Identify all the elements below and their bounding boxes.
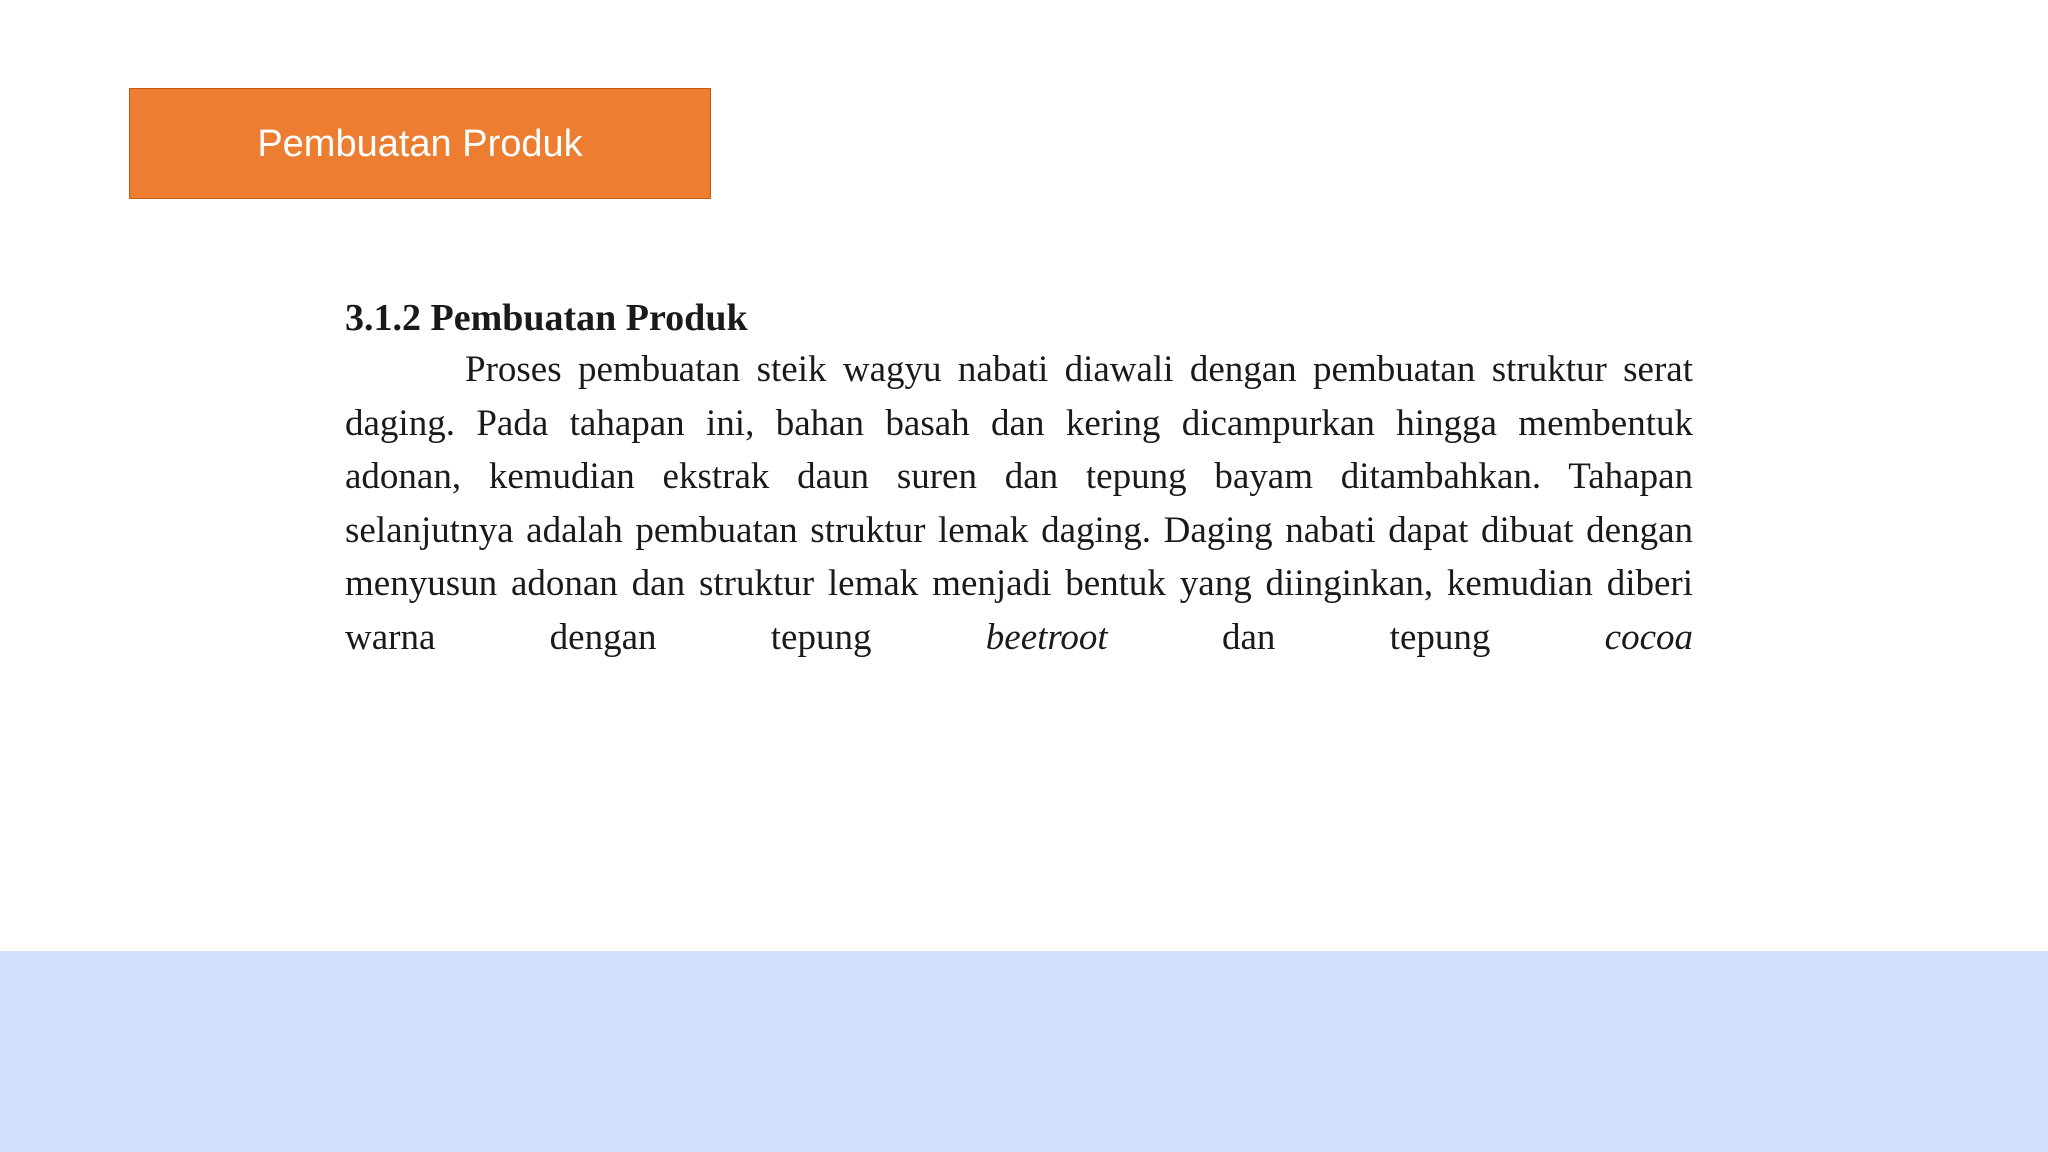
- italic-term-beetroot: beetroot: [985, 616, 1108, 658]
- title-box: [129, 88, 711, 199]
- body-paragraph: [345, 343, 1693, 665]
- paragraph-text: Proses pembuatan steik wagyu nabati diawali dengan pembuatan struktur serat daging. Pada tahapan ini, bahan basah dan kering dicampurkan hingga membentuk adonan, kemudian ekstrak daun suren dan tepung bayam ditambahkan. Tahapan selanjutnya adalah pembuatan struktur lemak daging. Daging nabati dapat dibuat dengan menyusun adonan dan struktur lemak menjadi bentuk yang diinginkan, kemudian diberi warna dengan tepung: [345, 349, 1693, 658]
- document-excerpt: [345, 293, 1693, 665]
- paragraph-text-middle: dan tepung: [1107, 616, 1605, 658]
- footer-band: [0, 951, 2048, 1152]
- italic-term-cocoa: cocoa: [1604, 616, 1694, 658]
- title-box-label: Pembuatan Produk: [257, 122, 583, 165]
- section-heading: 3.1.2 Pembuatan Produk: [345, 297, 748, 339]
